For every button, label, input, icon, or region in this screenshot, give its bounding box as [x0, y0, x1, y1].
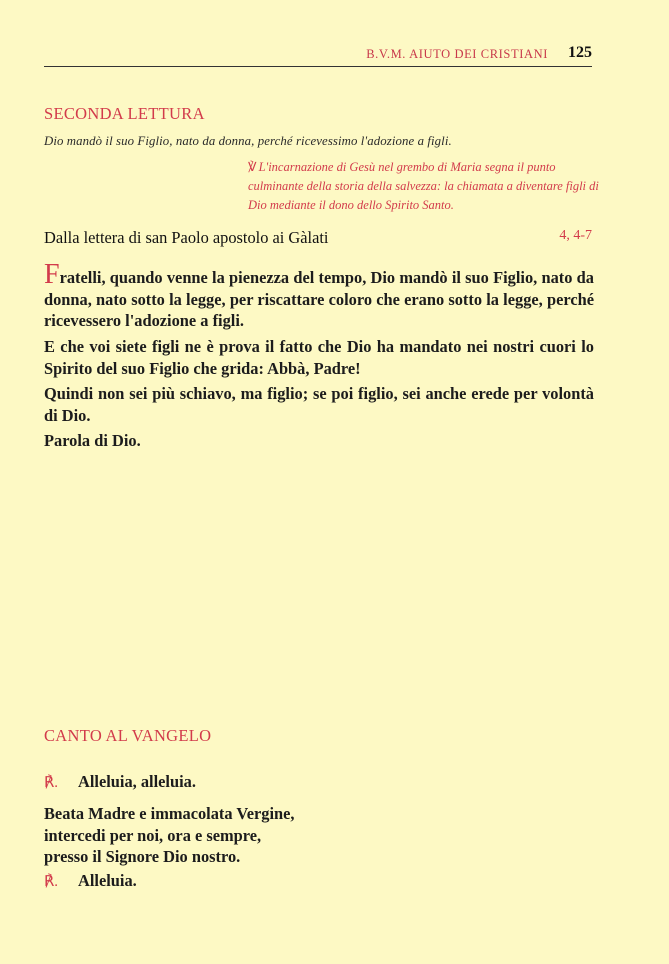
reading-closing: Parola di Dio. — [44, 431, 141, 450]
page-number: 125 — [568, 44, 592, 61]
verse-line: presso il Signore Dio nostro. — [44, 847, 241, 866]
response-mark: ℟. — [44, 874, 59, 890]
versicle-mark: ℣ — [248, 160, 257, 174]
second-reading-heading: SECONDA LETTURA — [44, 104, 205, 123]
response-line-1 — [44, 772, 196, 792]
note-text: L'incarnazione di Gesù nel grembo di Maria segna il punto culminante della storia della salvezza: la chiamata a diventare figli di Dio mediante il dono dello Spirito Santo. — [248, 160, 599, 212]
paragraph-1-text: ratelli, quando venne la pienezza del tempo, Dio mandò il suo Figlio, nato da donna, nato sotto la legge, per riscattare coloro che erano sotto la legge, perché ricevessero l'adozione a figli. — [44, 268, 594, 330]
response-1-text: Alleluia, alleluia. — [78, 772, 196, 791]
gospel-acclamation-heading: CANTO AL VANGELO — [44, 726, 212, 745]
reading-paragraph-2: E che voi siete figli ne è prova il fatto che Dio ha mandato nei nostri cuori lo Spirito del suo Figlio che grida: Abbà, Padre! — [44, 337, 594, 378]
response-line-2 — [44, 871, 137, 891]
reading-note — [248, 158, 600, 215]
drop-cap: F — [44, 259, 60, 290]
running-header — [44, 44, 592, 67]
response-2-text: Alleluia. — [78, 871, 137, 890]
response-mark: ℟. — [44, 775, 59, 791]
verse-line: intercedi per noi, ora e sempre, — [44, 825, 262, 845]
reading-paragraph-3: Quindi non sei più schiavo, ma figlio; se poi figlio, sei anche erede per volontà di Dio. — [44, 384, 594, 425]
acclamation-verse — [44, 803, 444, 868]
header-title: B.V.M. AIUTO DEI CRISTIANI — [366, 47, 548, 61]
reading-source — [44, 228, 592, 248]
verse-line: Beata Madre e immacolata Vergine, — [44, 804, 295, 823]
reading-subtitle: Dio mandò il suo Figlio, nato da donna, perché ricevessimo l'adozione a figli. — [44, 134, 452, 148]
source-text: Dalla lettera di san Paolo apostolo ai Gàlati — [44, 228, 329, 247]
scripture-reference: 4, 4-7 — [559, 228, 592, 243]
reading-paragraph-1 — [44, 259, 594, 332]
